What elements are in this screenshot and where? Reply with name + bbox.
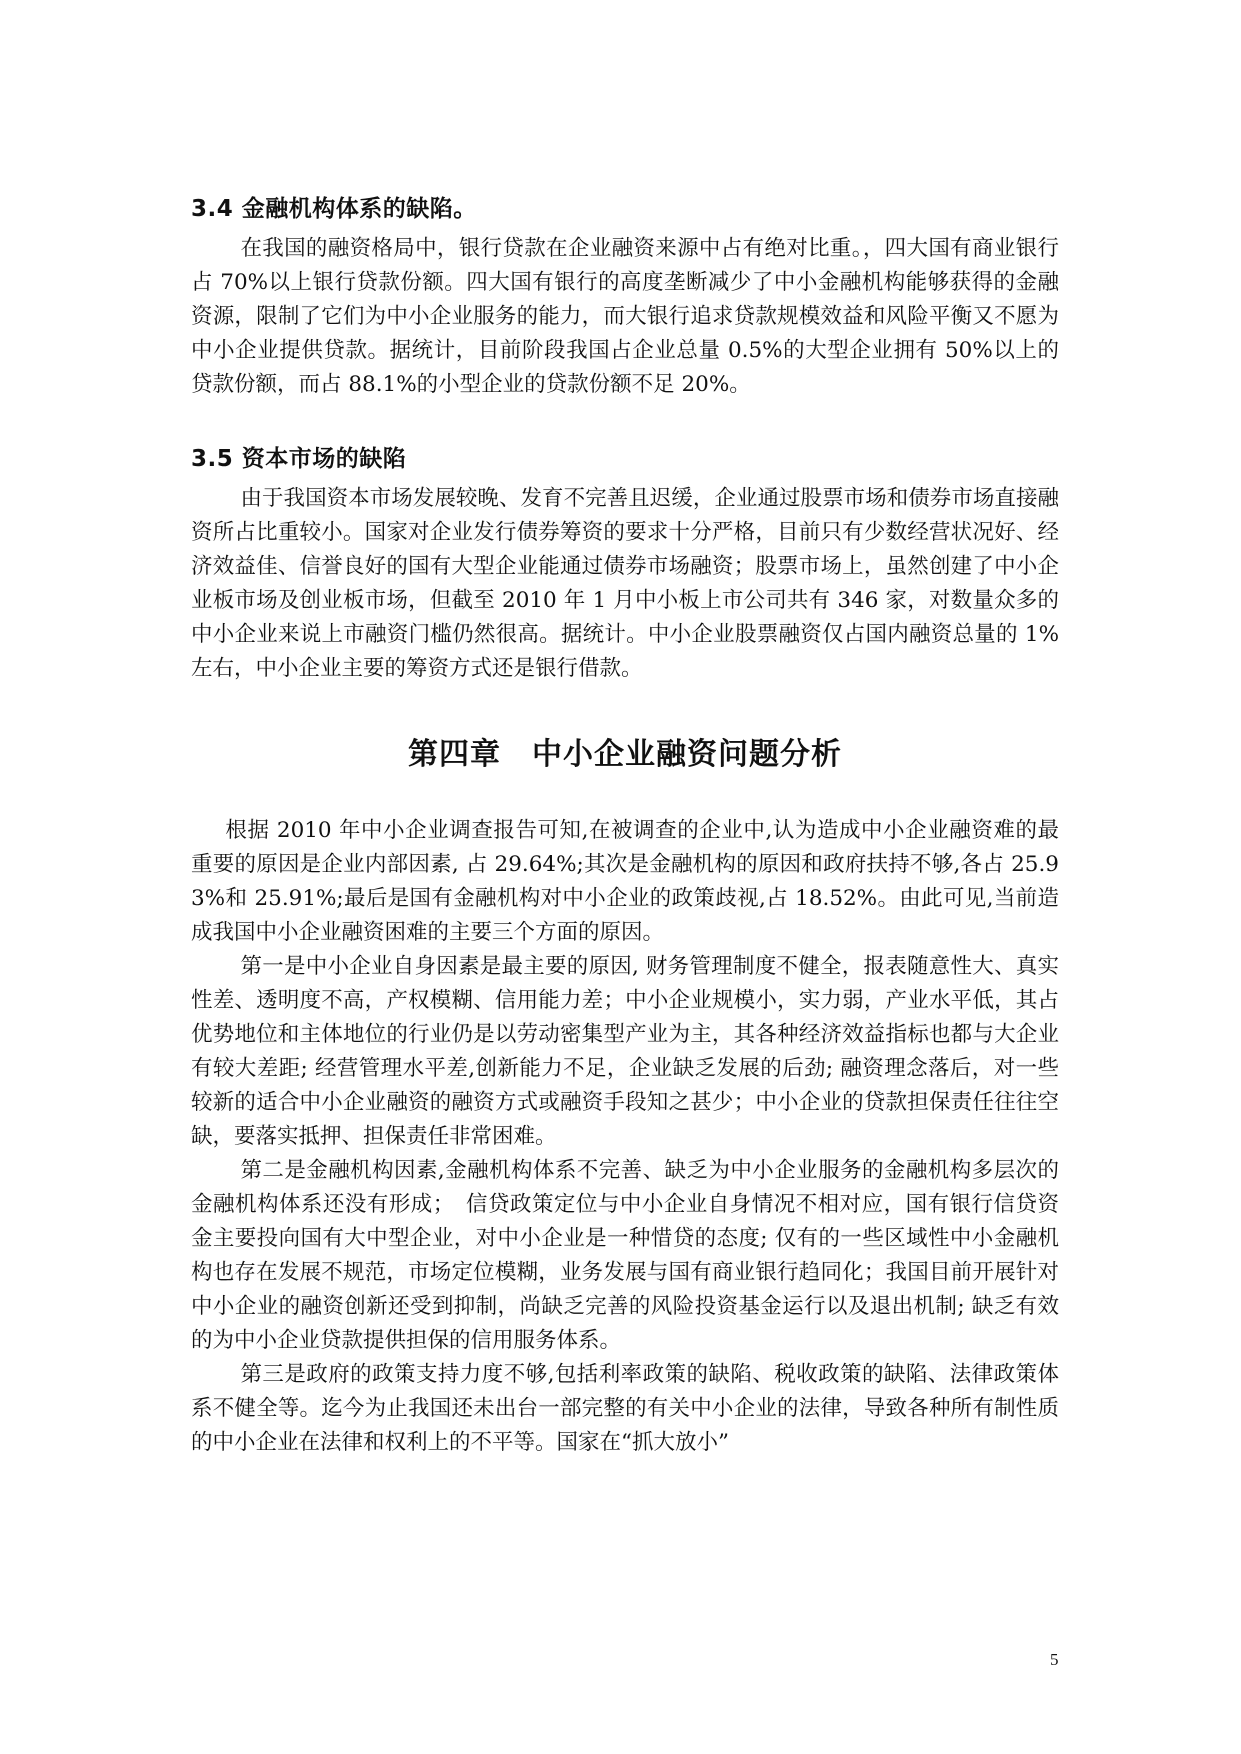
chapter-spacer-bottom bbox=[191, 780, 1059, 814]
chapter-4-paragraph-3: 第二是金融机构因素,金融机构体系不完善、缺乏为中小企业服务的金融机构多层次的金融机构体系还没有形成； 信贷政策定位与中小企业自身情况不相对应，国有银行信贷资金主要投向国有大中型企业，对中小企业是一种惜贷的态度; 仅有的一些区域性中小金融机构也存在发展不规范，市场定位模糊，业务发展与国有商业银行趋同化；我国目前开展针对中小企业的融资创新还受到抑制，尚缺乏完善的风险投资基金运行以及退出机制; 缺乏有效的为中小企业贷款提供担保的信用服务体系。 bbox=[191, 1158, 1059, 1353]
chapter-4-paragraph-1: 根据 2010 年中小企业调查报告可知,在被调查的企业中,认为造成中小企业融资难的最重要的原因是企业内部因素, 占 29.64%;其次是金融机构的原因和政府扶持不够,各占 25.93%和 25.91%;最后是国有金融机构对中小企业的政策歧视,占 18.52%。由此可见,当前造成我国中小企业融资困难的主要三个方面的原因。 bbox=[191, 818, 1059, 945]
chapter-4-paragraph-2: 第一是中小企业自身因素是最主要的原因, 财务管理制度不健全，报表随意性大、真实性差、透明度不高，产权模糊、信用能力差；中小企业规模小，实力弱，产业水平低，其占优势地位和主体地位的行业仍是以劳动密集型产业为主，其各种经济效益指标也都与大企业有较大差距; 经营管理水平差,创新能力不足，企业缺乏发展的后劲; 融资理念落后，对一些较新的适合中小企业融资的融资方式或融资手段知之甚少；中小企业的贷款担保责任往往空缺，要落实抵押、担保责任非常困难。 bbox=[191, 954, 1059, 1149]
page-number: 5 bbox=[1050, 1650, 1059, 1669]
section-3-5-paragraph: 由于我国资本市场发展较晚、发育不完善且迟缓，企业通过股票市场和债券市场直接融资所占比重较小。国家对企业发行债券筹资的要求十分严格，目前只有少数经营状况好、经济效益佳、信誉良好的国有大型企业能通过债券市场融资；股票市场上，虽然创建了中小企业板市场及创业板市场，但截至 2010 年 1 月中小板上市公司共有 346 家，对数量众多的中小企业来说上市融资门槛仍然很高。据统计。中小企业股票融资仅占国内融资总量的 1%左右，中小企业主要的筹资方式还是银行借款。 bbox=[191, 486, 1059, 681]
section-3-5-heading: 3.5 资本市场的缺陷 bbox=[191, 446, 407, 472]
section-3-4-paragraph: 在我国的融资格局中，银行贷款在企业融资来源中占有绝对比重。，四大国有商业银行占 70%以上银行贷款份额。四大国有银行的高度垄断减少了中小金融机构能够获得的金融资源，限制了它们为中小企业服务的能力，而大银行追求贷款规模效益和风险平衡又不愿为中小企业提供贷款。据统计，目前阶段我国占企业总量 0.5%的大型企业拥有 50%以上的贷款份额，而占 88.1%的小型企业的贷款份额不足 20%。 bbox=[191, 236, 1059, 397]
chapter-spacer-top bbox=[191, 686, 1059, 730]
section-3-4-heading: 3.4 金融机构体系的缺陷。 bbox=[191, 196, 477, 222]
chapter-4-title: 第四章 中小企业融资问题分析 bbox=[408, 737, 842, 772]
chapter-4-paragraph-4: 第三是政府的政策支持力度不够,包括利率政策的缺陷、税收政策的缺陷、法律政策体系不健全等。迄今为止我国还未出台一部完整的有关中小企业的法律，导致各种所有制性质的中小企业在法律和权利上的不平等。国家在“抓大放小” bbox=[191, 1362, 1059, 1455]
page-content bbox=[191, 192, 1059, 1460]
section-spacer bbox=[191, 402, 1059, 442]
